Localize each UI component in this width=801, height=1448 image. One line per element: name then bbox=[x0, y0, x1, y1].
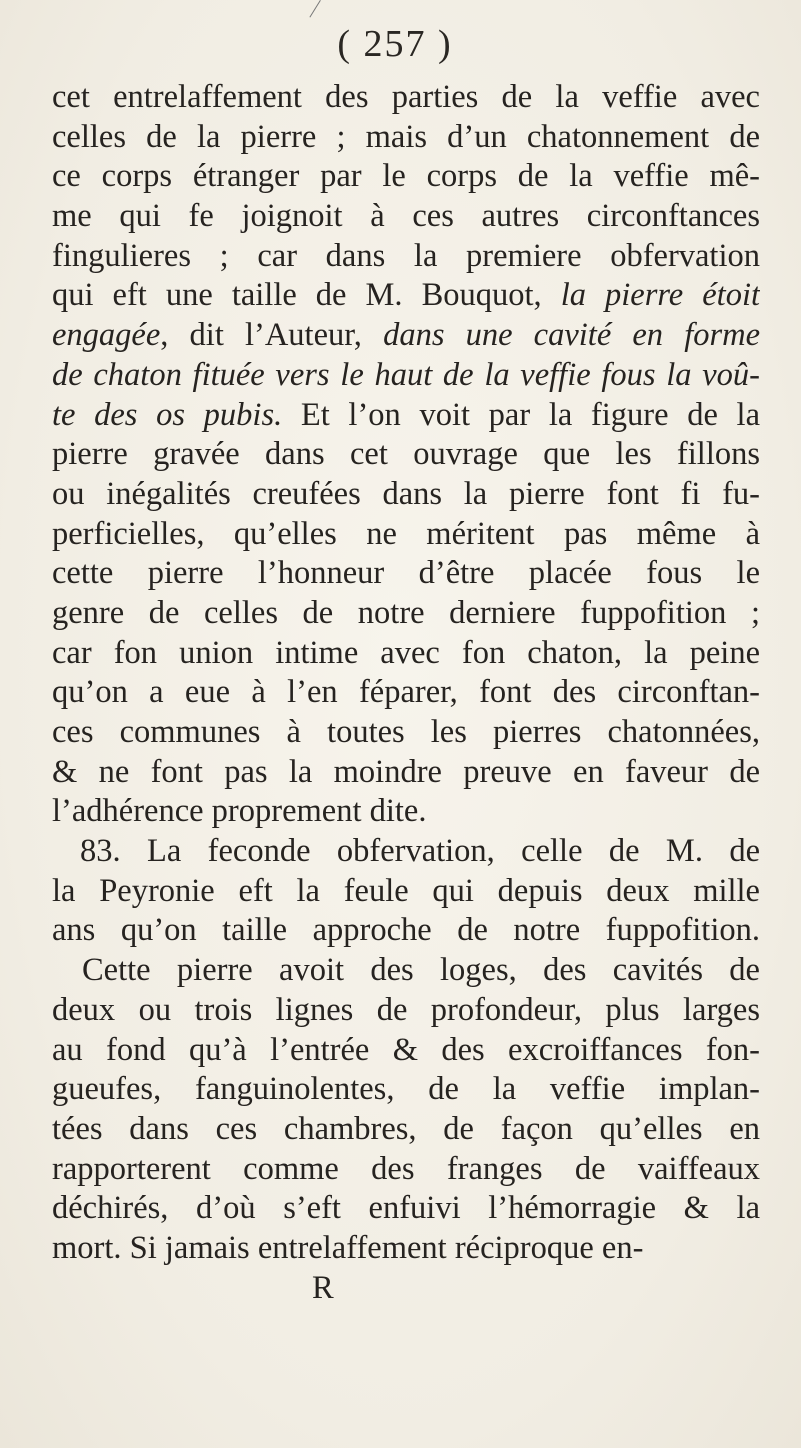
text-line bbox=[52, 1031, 760, 1071]
text-run: me qui fe joignoit à ces autres circonftances bbox=[52, 198, 760, 235]
text-run: au fond qu’à l’entrée & des excroiffances fon- bbox=[52, 1031, 760, 1068]
text-run: & ne font pas la moindre preuve en faveur de bbox=[52, 753, 760, 790]
text-line bbox=[52, 634, 760, 674]
text-line bbox=[52, 118, 760, 158]
text-run: ou inégalités creufées dans la pierre font fi fu- bbox=[52, 475, 760, 512]
text-line bbox=[52, 157, 760, 197]
text-run: perficielles, qu’elles ne méritent pas même à bbox=[52, 515, 760, 552]
text-line bbox=[52, 594, 760, 634]
text-line bbox=[52, 1110, 760, 1150]
text-run: ce corps étranger par le corps de la veffie mê- bbox=[52, 158, 760, 195]
text-line bbox=[52, 237, 760, 277]
text-line bbox=[52, 475, 760, 515]
text-run: qui eft une taille de M. Bouquot, bbox=[52, 277, 561, 314]
text-line bbox=[52, 673, 760, 713]
text-run: Cette pierre avoit des loges, des cavités de bbox=[82, 952, 760, 989]
text-line bbox=[52, 396, 760, 436]
text-line bbox=[52, 951, 760, 991]
page-number: ( 257 ) bbox=[337, 23, 453, 65]
italic-run: la pierre étoit bbox=[560, 277, 760, 314]
text-run: deux ou trois lignes de profondeur, plus larges bbox=[52, 991, 760, 1028]
text-line bbox=[52, 276, 760, 316]
text-line bbox=[52, 1229, 760, 1269]
text-run: rapporterent comme des franges de vaiffeaux bbox=[52, 1150, 760, 1187]
signature-mark bbox=[52, 1269, 760, 1309]
text-line bbox=[52, 435, 760, 475]
italic-run: dans une cavité en forme bbox=[383, 317, 760, 354]
text-line bbox=[52, 356, 760, 396]
text-line bbox=[52, 1189, 760, 1229]
text-run: Et l’on voit par la figure de la bbox=[282, 396, 760, 433]
text-line bbox=[52, 753, 760, 793]
text-run: mort. Si jamais entrelaffement réciproque en- bbox=[52, 1229, 644, 1266]
body-text bbox=[52, 78, 760, 1308]
text-run: l’adhérence proprement dite. bbox=[52, 793, 427, 830]
text-line bbox=[52, 197, 760, 237]
text-line bbox=[52, 713, 760, 753]
text-run: car fon union intime avec fon chaton, la peine bbox=[52, 634, 760, 671]
text-line bbox=[52, 792, 760, 832]
italic-run: de chaton fituée vers le haut de la veffie fous la voû- bbox=[52, 356, 760, 393]
stray-ink-mark bbox=[309, 0, 322, 19]
text-run: ans qu’on taille approche de notre fuppofition. bbox=[52, 912, 760, 949]
text-line bbox=[52, 515, 760, 555]
text-line bbox=[52, 1150, 760, 1190]
text-run: cet entrelaffement des parties de la veffie avec bbox=[52, 79, 760, 115]
text-line bbox=[52, 832, 760, 872]
text-run: , dit l’Auteur, bbox=[160, 317, 384, 354]
italic-run: te des os pubis. bbox=[52, 396, 283, 433]
text-line bbox=[52, 991, 760, 1031]
text-line bbox=[52, 872, 760, 912]
text-run: qu’on a eue à l’en féparer, font des circonftan- bbox=[52, 674, 760, 711]
text-run: la Peyronie eft la feule qui depuis deux mille bbox=[52, 872, 760, 909]
text-line bbox=[52, 554, 760, 594]
text-run: cette pierre l’honneur d’être placée fous le bbox=[52, 555, 760, 592]
text-run: tées dans ces chambres, de façon qu’elles en bbox=[52, 1110, 760, 1147]
text-run: 83. La feconde obfervation, celle de M. de bbox=[80, 833, 760, 870]
text-run: celles de la pierre ; mais d’un chatonnement de bbox=[52, 118, 760, 155]
text-run: ces communes à toutes les pierres chatonnées, bbox=[52, 714, 760, 750]
text-run: pierre gravée dans cet ouvrage que les fillons bbox=[52, 436, 760, 473]
italic-run: engagée bbox=[52, 317, 161, 354]
text-run: fingulieres ; car dans la premiere obfervation bbox=[52, 237, 760, 274]
text-run: R bbox=[312, 1269, 334, 1306]
text-run: gueufes, fanguinolentes, de la veffie implan- bbox=[52, 1071, 760, 1108]
text-line bbox=[52, 78, 760, 118]
text-run: genre de celles de notre derniere fuppofition ; bbox=[52, 594, 760, 631]
text-line bbox=[52, 911, 760, 951]
text-line bbox=[52, 1070, 760, 1110]
text-line bbox=[52, 316, 760, 356]
text-run: déchirés, d’où s’eft enfuivi l’hémorragie & la bbox=[52, 1190, 760, 1227]
